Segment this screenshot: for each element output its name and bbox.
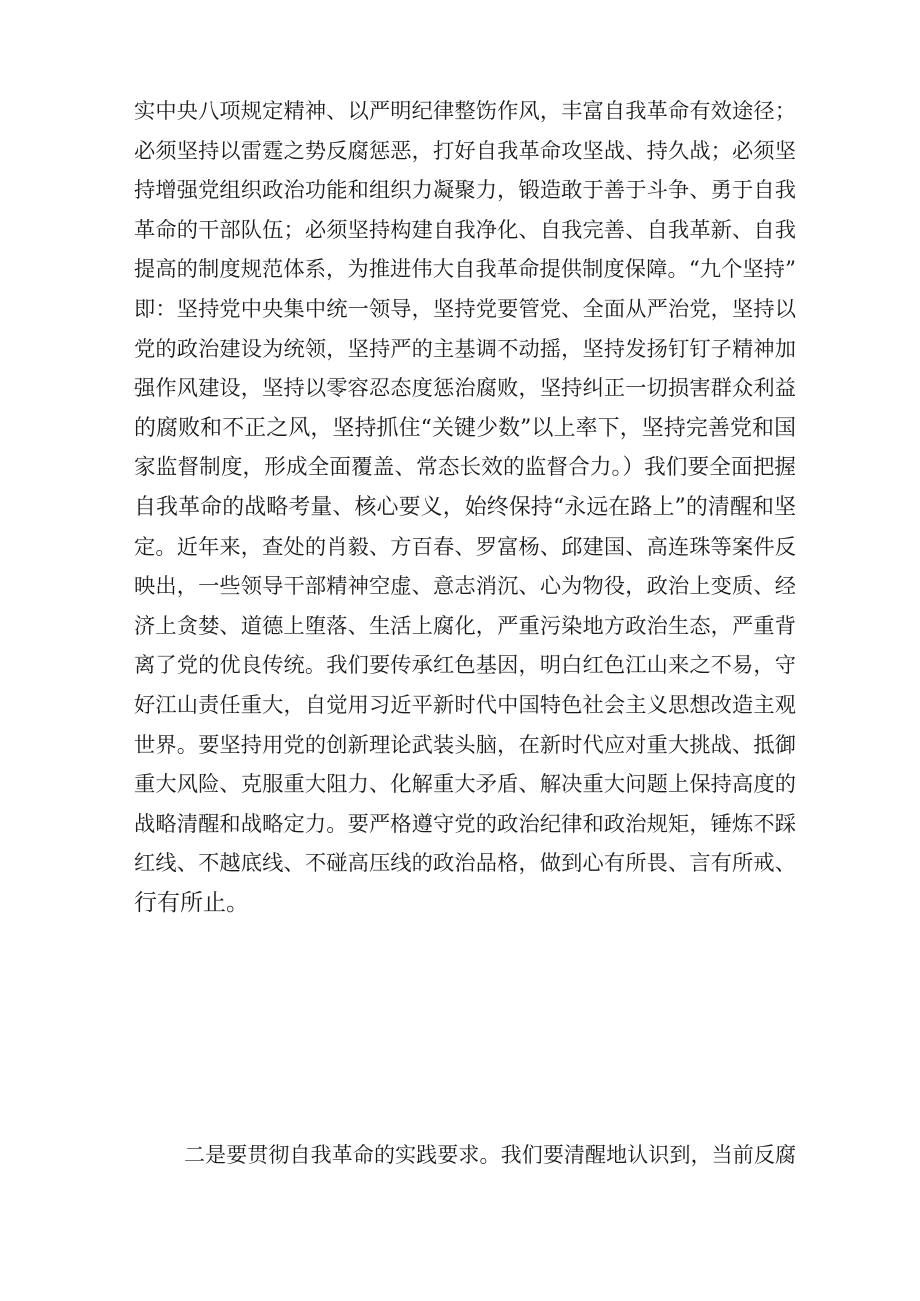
text-line: 革命的干部队伍；必须坚持构建自我净化、自我完善、自我革新、自我: [134, 217, 796, 243]
text-line: 持增强党组织政治功能和组织力凝聚力，锻造敢于善于斗争、勇于自我: [134, 178, 796, 204]
text-line: 即：坚持党中央集中统一领导，坚持党要管党、全面从严治党，坚持以: [134, 296, 796, 322]
text-line: 世界。要坚持用党的创新理论武装头脑，在新时代应对重大挑战、抵御: [134, 732, 796, 758]
text-line: 党的政治建设为统领，坚持严的主基调不动摇，坚持发扬钉钉子精神加: [134, 336, 796, 362]
text-line: 实中央八项规定精神、以严明纪律整饬作风，丰富自我革命有效途径；: [134, 99, 796, 124]
text-line: 好江山责任重大，自觉用习近平新时代中国特色社会主义思想改造主观: [134, 692, 796, 718]
body-paragraph-1: [134, 92, 796, 923]
text-line: 自我革命的战略考量、核心要义，始终保持“永远在路上”的清醒和坚: [134, 494, 796, 520]
text-line: 的腐败和不正之风，坚持抓住“关键少数”以上率下，坚持完善党和国: [134, 415, 796, 441]
body-paragraph-2: [134, 1136, 796, 1176]
text-line: 必须坚持以雷霆之势反腐惩恶，打好自我革命攻坚战、持久战；必须坚: [134, 138, 796, 164]
text-line: 济上贪婪、道德上堕落、生活上腐化，严重污染地方政治生态，严重背: [134, 613, 796, 639]
text-line: 家监督制度，形成全面覆盖、常态长效的监督合力。）我们要全面把握: [134, 455, 796, 481]
text-line: 离了党的优良传统。我们要传承红色基因，明白红色江山来之不易，守: [134, 653, 796, 679]
text-line: 定。近年来，查处的肖毅、方百春、罗富杨、邱建国、高连珠等案件反: [134, 534, 796, 560]
text-line: 强作风建设，坚持以零容忍态度惩治腐败，坚持纠正一切损害群众利益: [134, 376, 796, 402]
text-line: 行有所止。: [134, 889, 249, 916]
text-line: 红线、不越底线、不碰高压线的政治品格，做到心有所畏、言有所戒、: [134, 851, 796, 877]
text-line: 二是要贯彻自我革命的实践要求。我们要清醒地认识到，当前反腐: [184, 1143, 796, 1167]
text-line: 战略清醒和战略定力。要严格遵守党的政治纪律和政治规矩，锤炼不踩: [134, 811, 796, 837]
text-line: 重大风险、克服重大阻力、化解重大矛盾、解决重大问题上保持高度的: [134, 772, 796, 798]
text-line: 映出，一些领导干部精神空虚、意志消沉、心为物役，政治上变质、经: [134, 574, 796, 600]
text-line: 提高的制度规范体系，为推进伟大自我革命提供制度保障。“九个坚持”: [134, 257, 796, 283]
